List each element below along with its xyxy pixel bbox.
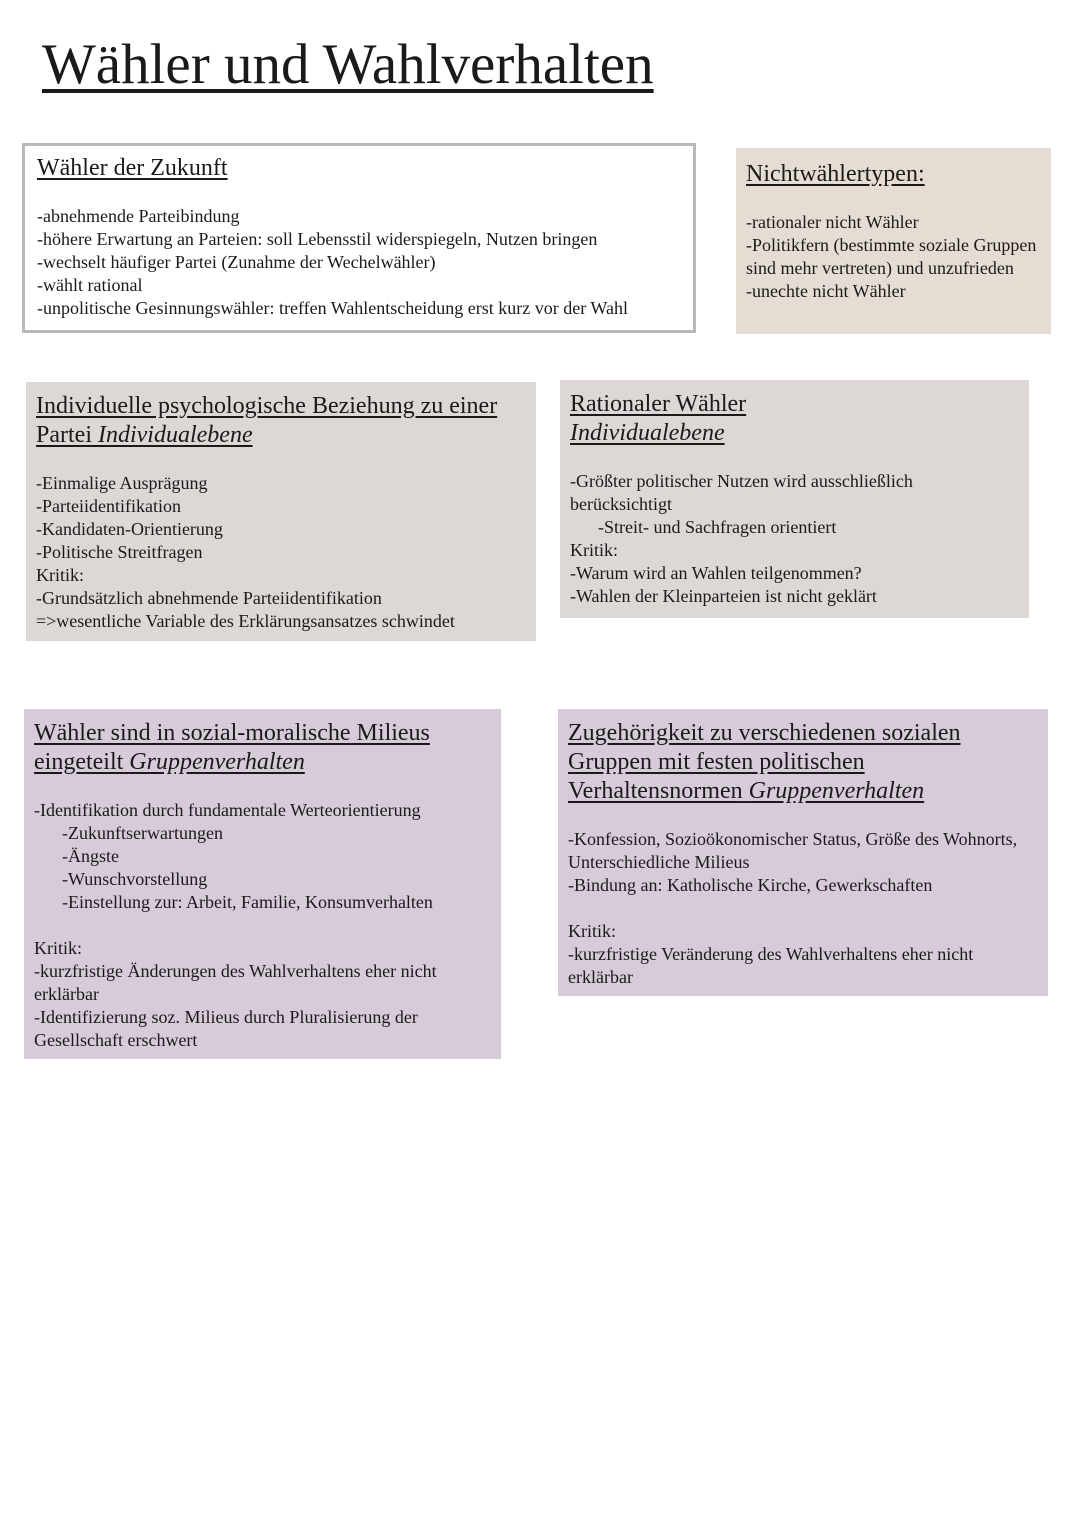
page-title: Wähler und Wahlverhalten (42, 33, 654, 96)
box-heading (570, 390, 1019, 448)
heading-italic: Individualebene (97, 422, 253, 448)
list-item: -Parteiidentifikation (36, 496, 181, 516)
box-soziale-milieus (24, 709, 501, 1059)
box-heading: Wähler der Zukunft (37, 155, 228, 181)
list-item: -Ängste (62, 846, 119, 866)
list-item: -Konfession, Sozioökonomischer Status, Größe des Wohnorts, Unterschiedliche Milieus (568, 829, 1018, 872)
list-item: -wechselt häufiger Partei (Zunahme der Wechelwähler) (37, 252, 436, 272)
box-soziale-gruppen (558, 709, 1048, 996)
box-heading (36, 392, 526, 450)
heading-italic: Gruppenverhalten (129, 749, 305, 775)
heading-text: Zugehörigkeit zu verschiedenen sozialen Gruppen mit festen politischen Verhaltensnormen (568, 720, 961, 804)
list-item: -rationaler nicht Wähler (746, 212, 919, 232)
list-item: -Wahlen der Kleinparteien ist nicht geklärt (570, 586, 877, 606)
box-heading: Nichtwählertypen: (746, 161, 925, 187)
list-item: -kurzfristige Änderungen des Wahlverhaltens eher nicht erklärbar (34, 961, 437, 1004)
list-item: -Einmalige Ausprägung (36, 473, 208, 493)
box-nichtwaehlertypen (736, 148, 1051, 334)
kritik-label: Kritik: (34, 938, 82, 958)
list-item: -Warum wird an Wahlen teilgenommen? (570, 563, 862, 583)
list-item: -abnehmende Parteibindung (37, 206, 240, 226)
list-item: -kurzfristige Veränderung des Wahlverhaltens eher nicht erklärbar (568, 944, 974, 987)
kritik-label: Kritik: (568, 921, 616, 941)
heading-text: Individuelle psychologische Beziehung zu einer Partei (36, 393, 498, 448)
box-heading (34, 719, 491, 777)
list-item: -Größter politischer Nutzen wird ausschließlich berücksichtigt (570, 471, 913, 514)
box-heading (568, 719, 1038, 806)
list-item: -Bindung an: Katholische Kirche, Gewerkschaften (568, 875, 933, 895)
list-item: -Kandidaten-Orientierung (36, 519, 223, 539)
list-item: =>wesentliche Variable des Erklärungsansatzes schwindet (36, 611, 455, 631)
list-item: -Grundsätzlich abnehmende Parteiidentifikation (36, 588, 382, 608)
box-psychologische-beziehung (26, 382, 536, 641)
heading-italic: Individualebene (570, 420, 725, 446)
list-item: -Politische Streitfragen (36, 542, 203, 562)
list-item: -Politikfern (bestimmte soziale Gruppen sind mehr vertreten) und unzufrieden (746, 235, 1037, 278)
list-item: -Identifizierung soz. Milieus durch Pluralisierung der Gesellschaft erschwert (34, 1007, 418, 1050)
kritik-label: Kritik: (36, 565, 84, 585)
list-item: -Wunschvorstellung (62, 869, 208, 889)
box-waehler-der-zukunft (22, 143, 696, 333)
list-item: -Identifikation durch fundamentale Werteorientierung (34, 800, 421, 820)
heading-text: Rationaler Wähler (570, 391, 747, 417)
heading-text: Wähler sind in sozial-moralische Milieus eingeteilt (34, 720, 430, 775)
box-rationaler-waehler (560, 380, 1029, 618)
kritik-label: Kritik: (570, 540, 618, 560)
list-item: -wählt rational (37, 275, 143, 295)
list-item: -unpolitische Gesinnungswähler: treffen Wahlentscheidung erst kurz vor der Wahl (37, 298, 628, 318)
list-item: -Einstellung zur: Arbeit, Familie, Konsumverhalten (62, 892, 433, 912)
list-item: -unechte nicht Wähler (746, 281, 906, 301)
heading-italic: Gruppenverhalten (748, 778, 925, 804)
list-item: -höhere Erwartung an Parteien: soll Lebensstil widerspiegeln, Nutzen bringen (37, 229, 598, 249)
list-item: -Streit- und Sachfragen orientiert (598, 517, 837, 537)
list-item: -Zukunftserwartungen (62, 823, 223, 843)
